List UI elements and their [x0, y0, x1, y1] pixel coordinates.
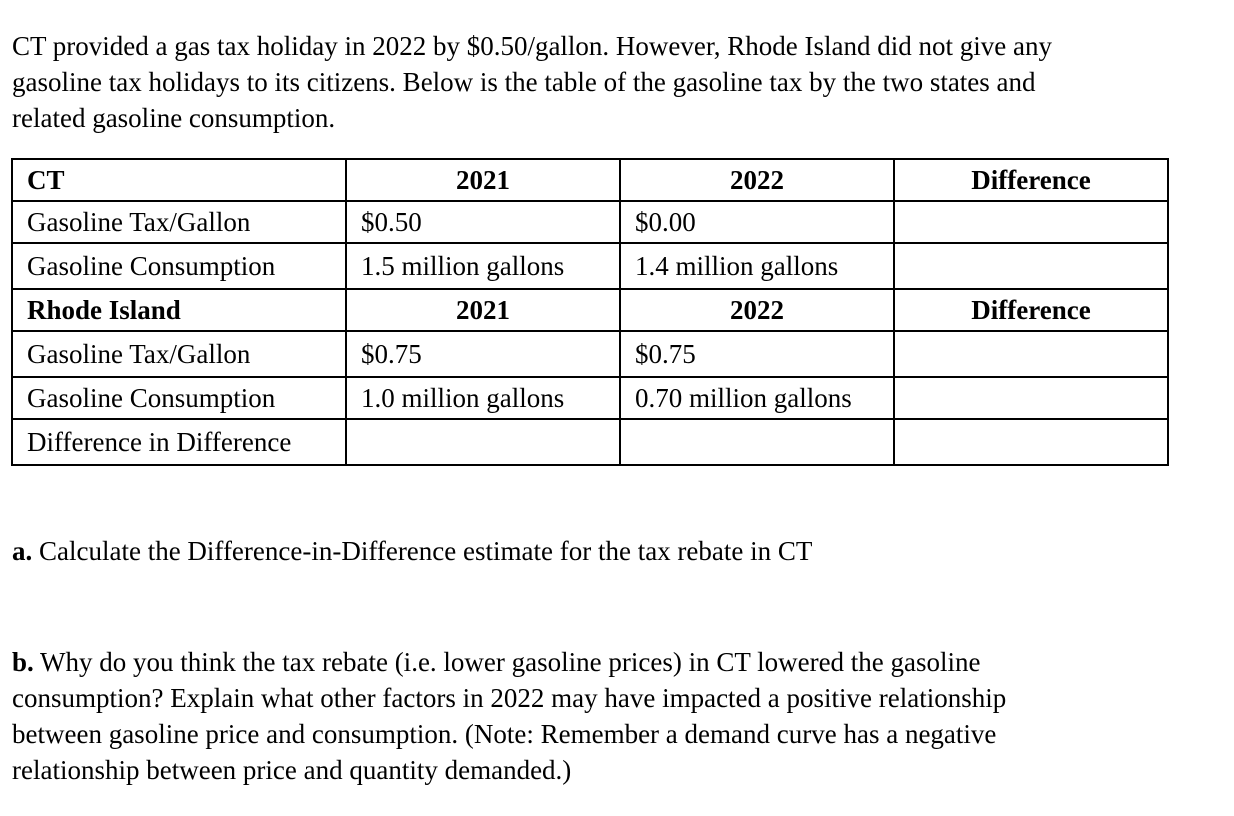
table-row: [12, 377, 1168, 419]
question-a-text: Calculate the Difference-in-Difference estimate for the tax rebate in CT: [32, 536, 813, 566]
table-row: [12, 201, 1168, 243]
ct-header-difference: Difference: [894, 159, 1168, 201]
row-label: Gasoline Tax/Gallon: [12, 331, 346, 377]
cell-2021: $0.50: [346, 201, 620, 243]
intro-line: CT provided a gas tax holiday in 2022 by $0.50/gallon. However, Rhode Island did not give any: [12, 31, 1053, 61]
question-a-label: a.: [12, 536, 33, 566]
table-row-difference-in-difference: [12, 419, 1168, 465]
ri-header-label: Rhode Island: [12, 289, 346, 331]
cell-difference: [894, 419, 1168, 465]
question-a: [12, 533, 1212, 569]
table-header-row-ct: [12, 159, 1168, 201]
row-label: Gasoline Consumption: [12, 243, 346, 289]
intro-line: related gasoline consumption.: [12, 103, 336, 133]
question-b-text: Why do you think the tax rebate (i.e. lower gasoline prices) in CT lowered the gasoline: [33, 647, 981, 677]
question-b-label: b.: [12, 647, 34, 677]
question-b-line: between gasoline price and consumption. (Note: Remember a demand curve has a negative: [12, 719, 997, 749]
gasoline-tax-table: [11, 158, 1169, 466]
cell-2022: [620, 419, 894, 465]
ri-header-2021: 2021: [346, 289, 620, 331]
cell-2022: 1.4 million gallons: [620, 243, 894, 289]
intro-paragraph: [12, 28, 1212, 136]
question-b-line: [12, 644, 1212, 680]
question-b-line: relationship between price and quantity demanded.): [12, 755, 572, 785]
table-row: [12, 243, 1168, 289]
question-a-line: [12, 533, 1212, 569]
question-b-line: consumption? Explain what other factors in 2022 may have impacted a positive relationship: [12, 683, 1007, 713]
intro-line: gasoline tax holidays to its citizens. Below is the table of the gasoline tax by the two states and: [12, 67, 1036, 97]
cell-2021: $0.75: [346, 331, 620, 377]
ct-header-2021: 2021: [346, 159, 620, 201]
cell-2022: $0.75: [620, 331, 894, 377]
cell-difference: [894, 243, 1168, 289]
ct-header-2022: 2022: [620, 159, 894, 201]
cell-2021: 1.5 million gallons: [346, 243, 620, 289]
ct-header-label: CT: [12, 159, 346, 201]
cell-difference: [894, 201, 1168, 243]
ri-header-2022: 2022: [620, 289, 894, 331]
cell-difference: [894, 331, 1168, 377]
cell-2021: 1.0 million gallons: [346, 377, 620, 419]
question-b: [12, 644, 1212, 788]
cell-difference: [894, 377, 1168, 419]
table-row: [12, 331, 1168, 377]
cell-2022: 0.70 million gallons: [620, 377, 894, 419]
row-label: Difference in Difference: [12, 419, 346, 465]
cell-2022: $0.00: [620, 201, 894, 243]
row-label: Gasoline Consumption: [12, 377, 346, 419]
row-label: Gasoline Tax/Gallon: [12, 201, 346, 243]
ri-header-difference: Difference: [894, 289, 1168, 331]
cell-2021: [346, 419, 620, 465]
table-header-row-ri: [12, 289, 1168, 331]
